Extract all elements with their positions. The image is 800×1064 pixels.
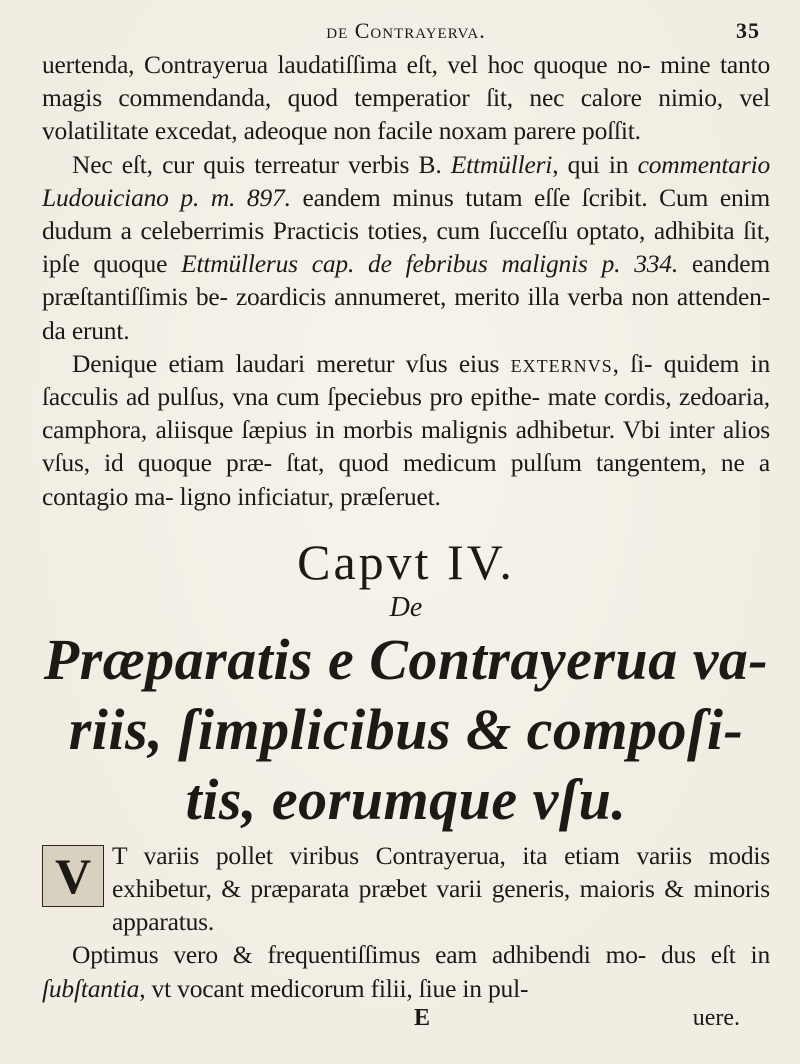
paragraph-4-text bbox=[112, 841, 770, 936]
signature-mark: E bbox=[414, 1004, 431, 1031]
text-segment: eandem minus tutam eſſe ſcribit. Cum enim dudum a celeberrimis Practicis toties, cum ſucceſſu optato, adhibita ſit, ipſe quoque bbox=[42, 182, 771, 279]
decorated-initial: V bbox=[42, 845, 104, 907]
catchword: uere. bbox=[692, 1004, 740, 1031]
chapter-title-line-2: riis, ſimplicibus & compoſi- bbox=[68, 696, 744, 762]
text-segment: ſubſtantia bbox=[42, 973, 140, 1003]
paragraph-2 bbox=[42, 148, 770, 347]
chapter-heading: Capvt IV. bbox=[297, 533, 515, 590]
running-head bbox=[42, 14, 770, 48]
page-number: 35 bbox=[736, 18, 760, 43]
chapter-title-line-1: Præparatis e Contrayerua va- bbox=[43, 626, 769, 692]
text-segment: T variis pollet viribus Contrayerua, ita etiam variis modis exhibetur, & præparata præbet varii generis, maioris & minoris apparatus. bbox=[112, 840, 770, 937]
paragraph-1 bbox=[42, 48, 770, 148]
text-segment: , qui in bbox=[552, 149, 638, 179]
text-segment: Denique etiam laudari meretur vſus eius bbox=[72, 348, 511, 378]
text-segment: Optimus vero & frequentiſſimus eam adhibendi mo- dus eſt in bbox=[72, 940, 770, 970]
text-segment: uertenda, Contrayerua laudatiſſima eſt, vel hoc quoque no- mine tanto magis commendanda, quod temperatior ſit, nec calore nimio, vel volatilitate excedat, adeoque non facile noxam parere poſſit. bbox=[42, 50, 770, 146]
text-segment: , ſi- quidem in ſacculis ad pulſus, vna cum ſpeciebus pro epithe- mate cordis, zedoaria, camphora, aliisque ſæpius in morbis malignis adhibetur. Vbi inter alios vſus, id quoque præ- ſtat, quod medicum pulſum tangentem, ne a contagio ma- ligno inficiatur, præſeruet. bbox=[42, 348, 770, 511]
paragraph-5 bbox=[42, 938, 770, 1004]
text-segment: Ettmülleri bbox=[450, 149, 553, 179]
running-title: de Contrayerva. bbox=[326, 18, 486, 43]
text-segment: Ettmüllerus cap. de febribus malignis p. 334. bbox=[181, 249, 679, 279]
chapter-title bbox=[42, 625, 770, 835]
paragraph-4 bbox=[42, 839, 770, 939]
text-segment: commentario Ludouiciano p. m. 897. bbox=[42, 149, 771, 212]
text-segment: eandem præſtantiſſimis be- zoardicis annumeret, merito illa verba non attenden- da erunt. bbox=[42, 249, 771, 345]
chapter-title-line-3: tis, eorumque vſu. bbox=[185, 766, 627, 832]
text-segment: , vt vocant medicorum filii, ſiue in pul- bbox=[139, 973, 529, 1003]
text-segment: externvs bbox=[510, 348, 613, 378]
text-segment: Nec eſt, cur quis terreatur verbis B. bbox=[72, 149, 451, 179]
catchline bbox=[42, 1005, 770, 1039]
chapter-de: De bbox=[389, 591, 423, 623]
paragraph-3 bbox=[42, 347, 770, 513]
